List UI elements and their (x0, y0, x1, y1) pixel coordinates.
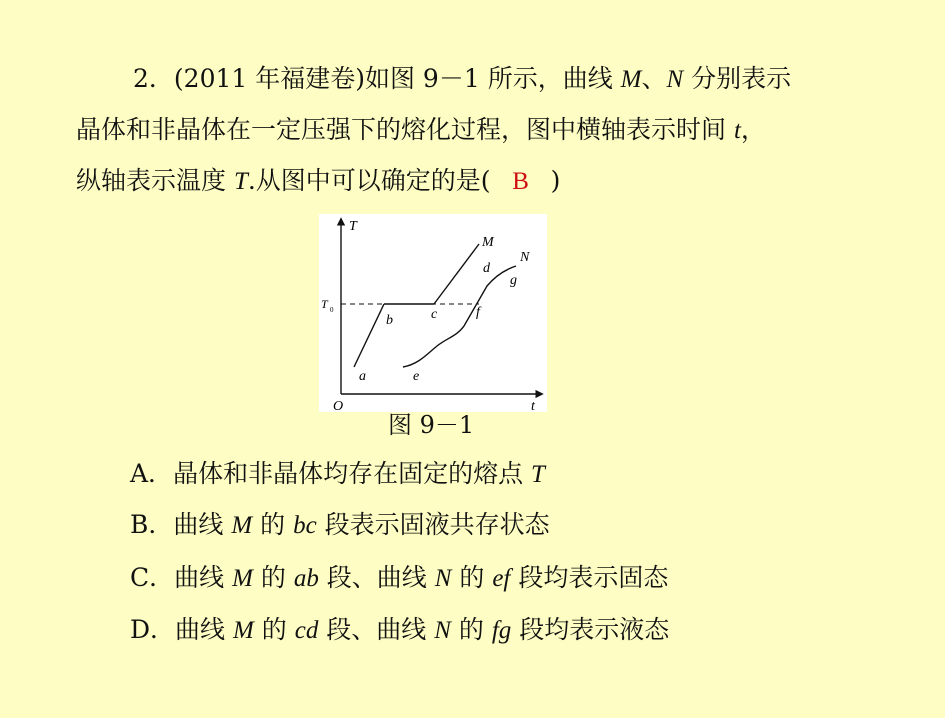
option-a-t: T (531, 461, 545, 488)
point-f-label: f (476, 305, 480, 320)
option-c-seg2: ef (492, 565, 511, 592)
option-a-label: A． (130, 459, 174, 488)
option-c[interactable] (130, 561, 668, 596)
question-line-2 (76, 113, 766, 148)
curve-n (403, 266, 516, 367)
question-line-3 (76, 164, 560, 199)
option-c-pre: 曲线 (174, 563, 233, 592)
option-b-label: B． (130, 510, 174, 539)
figure-caption: 图 9－1 (388, 411, 475, 439)
point-d-label: d (483, 261, 490, 276)
curve-n-label: N (520, 250, 530, 265)
t0-subscript: 0 (330, 306, 334, 314)
line-2-text: 晶体和非晶体在一定压强下的熔化过程，图中横轴表示时间 (76, 115, 734, 144)
origin-label: O (333, 399, 344, 412)
option-c-seg1: ab (293, 565, 319, 592)
point-a-label: a (359, 369, 366, 384)
melting-curve-figure (319, 214, 547, 412)
point-c-label: c (431, 307, 438, 322)
option-d-label: D． (130, 615, 176, 644)
option-d-m: M (233, 617, 254, 644)
option-c-text: 段均表示固态 (510, 563, 669, 592)
temperature-symbol: T (233, 168, 248, 195)
option-b[interactable] (130, 508, 550, 543)
option-d-seg2: fg (491, 617, 512, 644)
option-c-m: M (232, 565, 253, 592)
option-b-m: M (231, 512, 253, 539)
melting-curve-svg (319, 214, 547, 412)
option-b-mid: 的 (252, 510, 294, 539)
option-d-pre: 曲线 (175, 615, 233, 644)
option-a-text: 晶体和非晶体均存在固定的熔点 (173, 459, 532, 488)
line-3-mid: .从图中可以确定的是( (247, 166, 491, 195)
answer-mark: B (512, 168, 529, 195)
curve-n-ref: N (666, 66, 684, 93)
t0-label: T (321, 297, 328, 311)
separator: 、 (641, 64, 667, 93)
line-2-comma: ， (740, 115, 766, 144)
line-1-rest: 分别表示 (683, 64, 792, 93)
option-b-seg: bc (293, 512, 317, 539)
option-b-text: 段表示固液共存状态 (316, 510, 550, 539)
point-b-label: b (386, 313, 393, 328)
curve-m-cd (434, 244, 479, 304)
question-number: 2．(2011 年福建卷)如图 9－1 所示，曲线 (133, 64, 621, 93)
line-3-pre: 纵轴表示温度 (76, 166, 234, 195)
option-c-mid3: 的 (451, 563, 493, 592)
axis-t-label: T (349, 219, 357, 234)
curve-m-ref: M (620, 66, 642, 93)
option-d-text: 段均表示液态 (511, 615, 670, 644)
option-d-n: N (434, 617, 451, 644)
option-d[interactable] (130, 613, 669, 648)
answer-slot (491, 164, 551, 199)
time-symbol: t (733, 117, 741, 144)
option-c-mid: 的 (252, 563, 294, 592)
option-c-n: N (434, 565, 452, 592)
point-e-label: e (413, 369, 420, 384)
option-c-mid2: 段、曲线 (318, 563, 435, 592)
option-d-mid2: 段、曲线 (318, 615, 435, 644)
curve-m-label: M (482, 235, 494, 250)
option-a[interactable] (130, 457, 545, 492)
curve-m-ab (354, 304, 384, 367)
option-c-label: C． (130, 563, 175, 592)
axis-time-label: t (531, 399, 535, 412)
option-d-mid3: 的 (450, 615, 492, 644)
line-3-close: ) (550, 166, 561, 195)
point-g-label: g (510, 273, 517, 288)
option-d-mid: 的 (253, 615, 295, 644)
option-d-seg1: cd (294, 617, 319, 644)
question-line-1 (133, 62, 791, 97)
option-b-pre: 曲线 (173, 510, 232, 539)
